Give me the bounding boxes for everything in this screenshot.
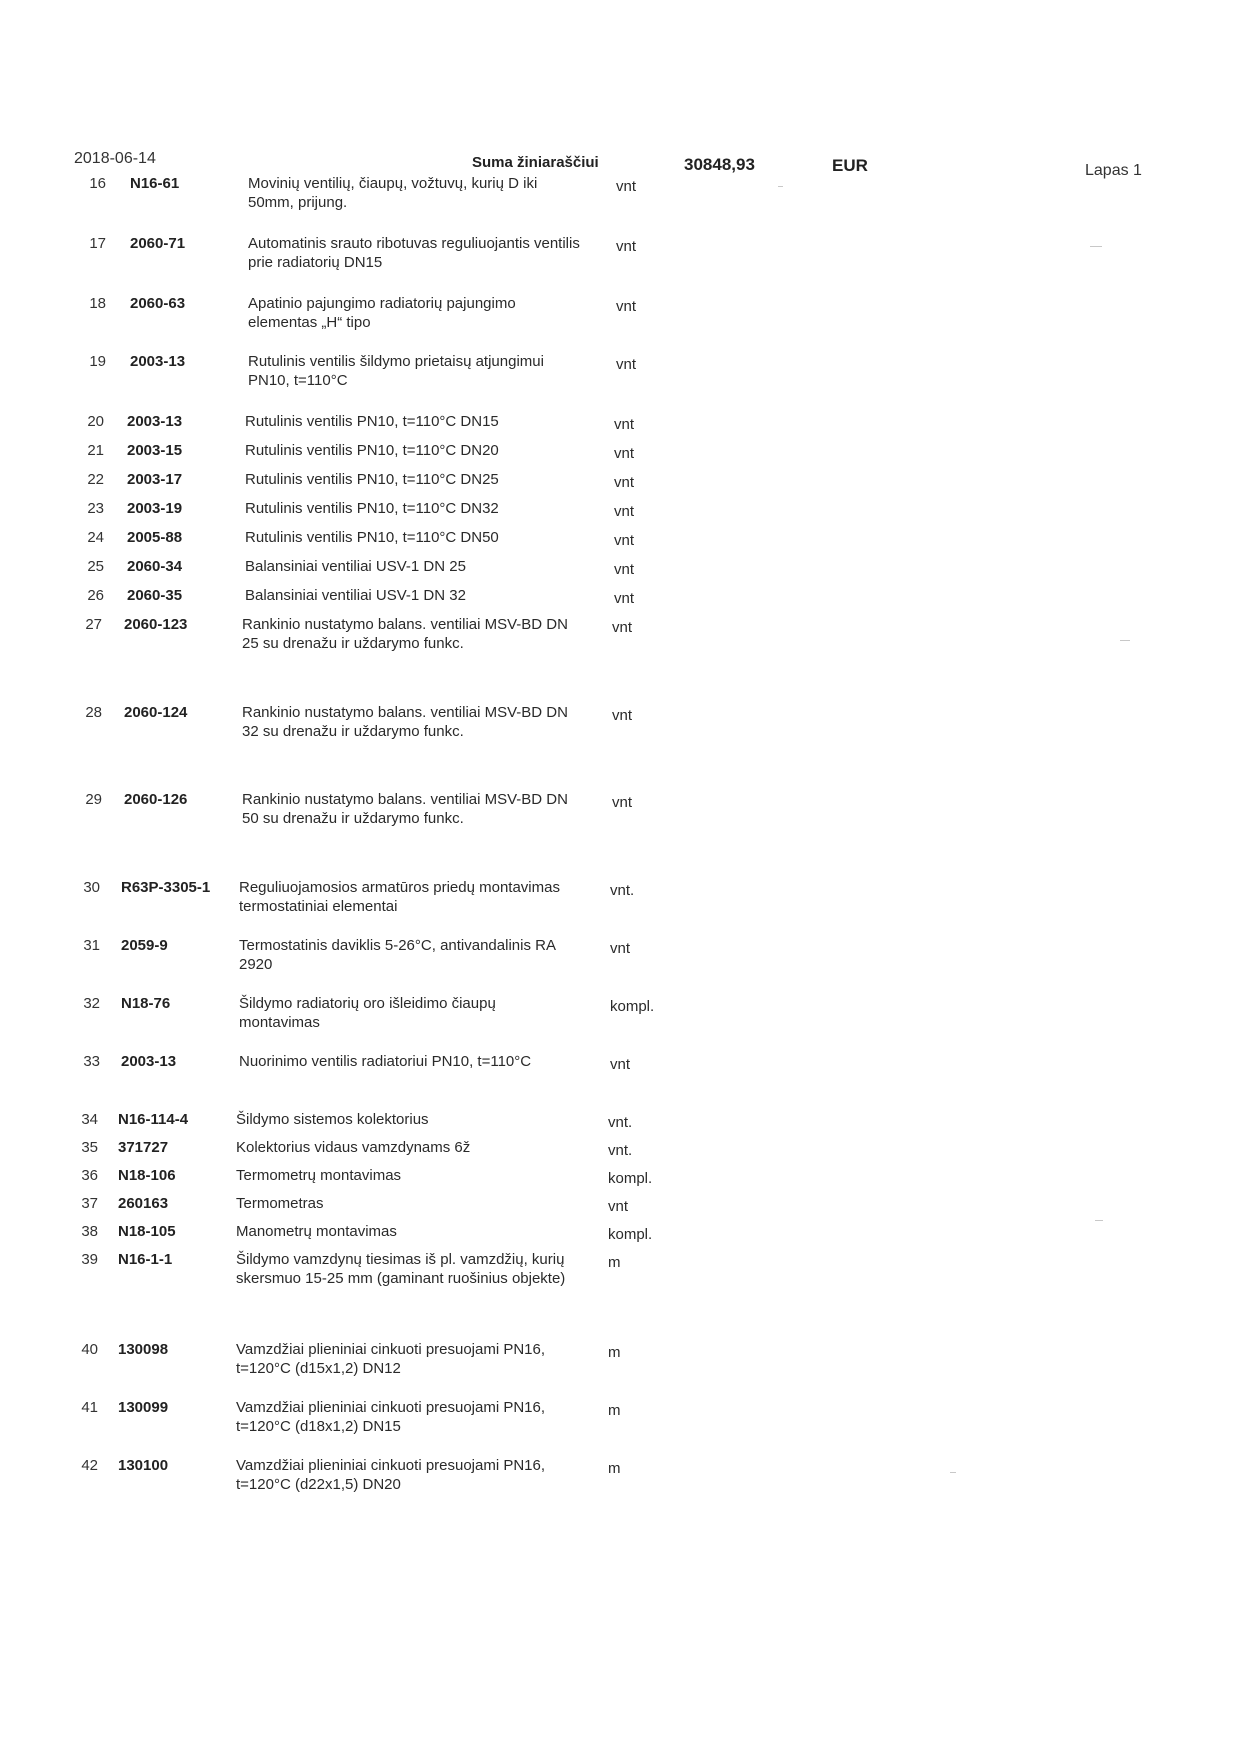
item-code: R63P-3305-1 bbox=[121, 879, 211, 896]
row-number: 42 bbox=[81, 1457, 98, 1474]
item-description: Reguliuojamosios armatūros priedų montavimas termostatiniai elementai bbox=[239, 879, 560, 915]
item-unit: vnt. bbox=[610, 882, 635, 899]
item-code: 2060-35 bbox=[127, 587, 183, 604]
item-description: Rankinio nustatymo balans. ventiliai MSV-BD DN 50 su drenažu ir uždarymo funkc. bbox=[242, 791, 568, 827]
row-number: 19 bbox=[89, 353, 106, 370]
item-code: N16-1-1 bbox=[118, 1251, 173, 1268]
page-number: Lapas 1 bbox=[1085, 162, 1142, 179]
row-number: 38 bbox=[81, 1223, 98, 1240]
item-description: Šildymo sistemos kolektorius bbox=[236, 1111, 429, 1128]
item-code: 2060-126 bbox=[124, 791, 188, 808]
item-description: Termometras bbox=[236, 1195, 324, 1212]
item-unit: vnt bbox=[612, 619, 633, 636]
item-description: Termostatinis daviklis 5-26°C, antivandalinis RA 2920 bbox=[239, 937, 556, 973]
item-unit: vnt bbox=[614, 416, 635, 433]
item-unit: vnt bbox=[614, 445, 635, 462]
item-code: 2060-124 bbox=[124, 704, 188, 721]
total-sum: 30848,93 bbox=[684, 155, 755, 174]
item-description: Rutulinis ventilis PN10, t=110°C DN25 bbox=[245, 471, 499, 488]
item-unit: kompl. bbox=[608, 1226, 653, 1243]
item-code: 130100 bbox=[118, 1457, 169, 1474]
item-code: 2003-13 bbox=[127, 413, 183, 430]
item-unit: kompl. bbox=[610, 998, 655, 1015]
item-description: Kolektorius vidaus vamzdynams 6ž bbox=[236, 1139, 471, 1156]
row-number: 35 bbox=[81, 1139, 98, 1156]
scan-speck bbox=[778, 186, 783, 187]
row-number: 23 bbox=[87, 500, 104, 517]
item-code: 2003-13 bbox=[121, 1053, 177, 1070]
row-number: 17 bbox=[89, 235, 106, 252]
item-description: Apatinio pajungimo radiatorių pajungimo elementas „H“ tipo bbox=[248, 295, 516, 331]
item-description: Termometrų montavimas bbox=[236, 1167, 402, 1184]
item-unit: m bbox=[608, 1460, 621, 1477]
item-unit: m bbox=[608, 1254, 621, 1271]
row-number: 24 bbox=[87, 529, 104, 546]
row-number: 29 bbox=[85, 791, 102, 808]
scan-speck bbox=[1095, 1220, 1103, 1221]
item-unit: m bbox=[608, 1344, 621, 1361]
item-code: N16-114-4 bbox=[118, 1111, 189, 1128]
item-code: N18-105 bbox=[118, 1223, 176, 1240]
item-unit: vnt bbox=[616, 238, 637, 255]
row-number: 20 bbox=[87, 413, 104, 430]
row-number: 27 bbox=[85, 616, 102, 633]
item-unit: vnt bbox=[612, 794, 633, 811]
item-code: 2060-71 bbox=[130, 235, 186, 252]
item-unit: vnt bbox=[614, 590, 635, 607]
item-description: Šildymo vamzdynų tiesimas iš pl. vamzdžių, kurių skersmuo 15-25 mm (gaminant ruošinius objekte) bbox=[236, 1251, 566, 1287]
item-unit: vnt bbox=[614, 561, 635, 578]
item-description: Movinių ventilių, čiaupų, vožtuvų, kurių D iki 50mm, prijung. bbox=[248, 175, 538, 211]
item-code: 130099 bbox=[118, 1399, 169, 1416]
document-title: Suma žiniaraščiui bbox=[472, 154, 599, 171]
item-description: Rutulinis ventilis PN10, t=110°C DN32 bbox=[245, 500, 499, 517]
item-code: 2003-19 bbox=[127, 500, 183, 517]
item-unit: vnt bbox=[616, 356, 637, 373]
item-code: 260163 bbox=[118, 1195, 169, 1212]
item-description: Manometrų montavimas bbox=[236, 1223, 397, 1240]
item-description: Vamzdžiai plieniniai cinkuoti presuojami PN16, t=120°C (d18x1,2) DN15 bbox=[236, 1399, 546, 1435]
item-unit: vnt. bbox=[608, 1114, 633, 1131]
item-description: Automatinis srauto ribotuvas reguliuojantis ventilis prie radiatorių DN15 bbox=[248, 235, 580, 271]
row-number: 32 bbox=[83, 995, 100, 1012]
item-unit: vnt bbox=[616, 298, 637, 315]
currency: EUR bbox=[832, 156, 868, 175]
row-number: 37 bbox=[81, 1195, 98, 1212]
row-number: 36 bbox=[81, 1167, 98, 1184]
item-code: 2060-63 bbox=[130, 295, 186, 312]
scan-speck bbox=[1090, 246, 1102, 247]
item-code: 130098 bbox=[118, 1341, 169, 1358]
item-code: 2003-15 bbox=[127, 442, 183, 459]
item-description: Vamzdžiai plieniniai cinkuoti presuojami PN16, t=120°C (d22x1,5) DN20 bbox=[236, 1457, 546, 1493]
row-number: 16 bbox=[89, 175, 106, 192]
row-number: 22 bbox=[87, 471, 104, 488]
item-code: 371727 bbox=[118, 1139, 169, 1156]
item-code: N18-76 bbox=[121, 995, 171, 1012]
item-unit: vnt bbox=[610, 940, 631, 957]
item-description: Rutulinis ventilis PN10, t=110°C DN20 bbox=[245, 442, 499, 459]
item-code: 2060-34 bbox=[127, 558, 183, 575]
item-description: Balansiniai ventiliai USV-1 DN 32 bbox=[245, 587, 466, 604]
item-code: 2060-123 bbox=[124, 616, 188, 633]
row-number: 31 bbox=[83, 937, 100, 954]
document-date: 2018-06-14 bbox=[74, 150, 156, 167]
item-description: Rankinio nustatymo balans. ventiliai MSV-BD DN 25 su drenažu ir uždarymo funkc. bbox=[242, 616, 568, 652]
row-number: 25 bbox=[87, 558, 104, 575]
item-description: Šildymo radiatorių oro išleidimo čiaupų montavimas bbox=[239, 995, 496, 1031]
item-unit: vnt bbox=[614, 503, 635, 520]
scan-speck bbox=[1120, 640, 1130, 641]
item-code: N18-106 bbox=[118, 1167, 176, 1184]
item-unit: vnt bbox=[614, 474, 635, 491]
row-number: 30 bbox=[83, 879, 100, 896]
item-code: 2059-9 bbox=[121, 937, 168, 954]
item-unit: vnt bbox=[608, 1198, 629, 1215]
item-description: Rankinio nustatymo balans. ventiliai MSV-BD DN 32 su drenažu ir uždarymo funkc. bbox=[242, 704, 568, 740]
item-code: N16-61 bbox=[130, 175, 180, 192]
row-number: 41 bbox=[81, 1399, 98, 1416]
row-number: 28 bbox=[85, 704, 102, 721]
row-number: 39 bbox=[81, 1251, 98, 1268]
item-description: Rutulinis ventilis PN10, t=110°C DN15 bbox=[245, 413, 499, 430]
item-description: Rutulinis ventilis šildymo prietaisų atjungimui PN10, t=110°C bbox=[248, 353, 544, 389]
item-code: 2003-13 bbox=[130, 353, 186, 370]
item-code: 2003-17 bbox=[127, 471, 183, 488]
item-unit: vnt bbox=[614, 532, 635, 549]
row-number: 26 bbox=[87, 587, 104, 604]
row-number: 33 bbox=[83, 1053, 100, 1070]
row-number: 40 bbox=[81, 1341, 98, 1358]
item-description: Balansiniai ventiliai USV-1 DN 25 bbox=[245, 558, 466, 575]
item-description: Rutulinis ventilis PN10, t=110°C DN50 bbox=[245, 529, 499, 546]
row-number: 34 bbox=[81, 1111, 98, 1128]
item-unit: vnt bbox=[612, 707, 633, 724]
item-description: Nuorinimo ventilis radiatoriui PN10, t=110°C bbox=[239, 1053, 532, 1070]
row-number: 21 bbox=[87, 442, 104, 459]
item-unit: vnt bbox=[616, 178, 637, 195]
item-unit: vnt bbox=[610, 1056, 631, 1073]
row-number: 18 bbox=[89, 295, 106, 312]
item-code: 2005-88 bbox=[127, 529, 183, 546]
item-unit: vnt. bbox=[608, 1142, 633, 1159]
item-description: Vamzdžiai plieniniai cinkuoti presuojami PN16, t=120°C (d15x1,2) DN12 bbox=[236, 1341, 546, 1377]
scan-speck bbox=[950, 1472, 956, 1473]
item-unit: m bbox=[608, 1402, 621, 1419]
item-unit: kompl. bbox=[608, 1170, 653, 1187]
